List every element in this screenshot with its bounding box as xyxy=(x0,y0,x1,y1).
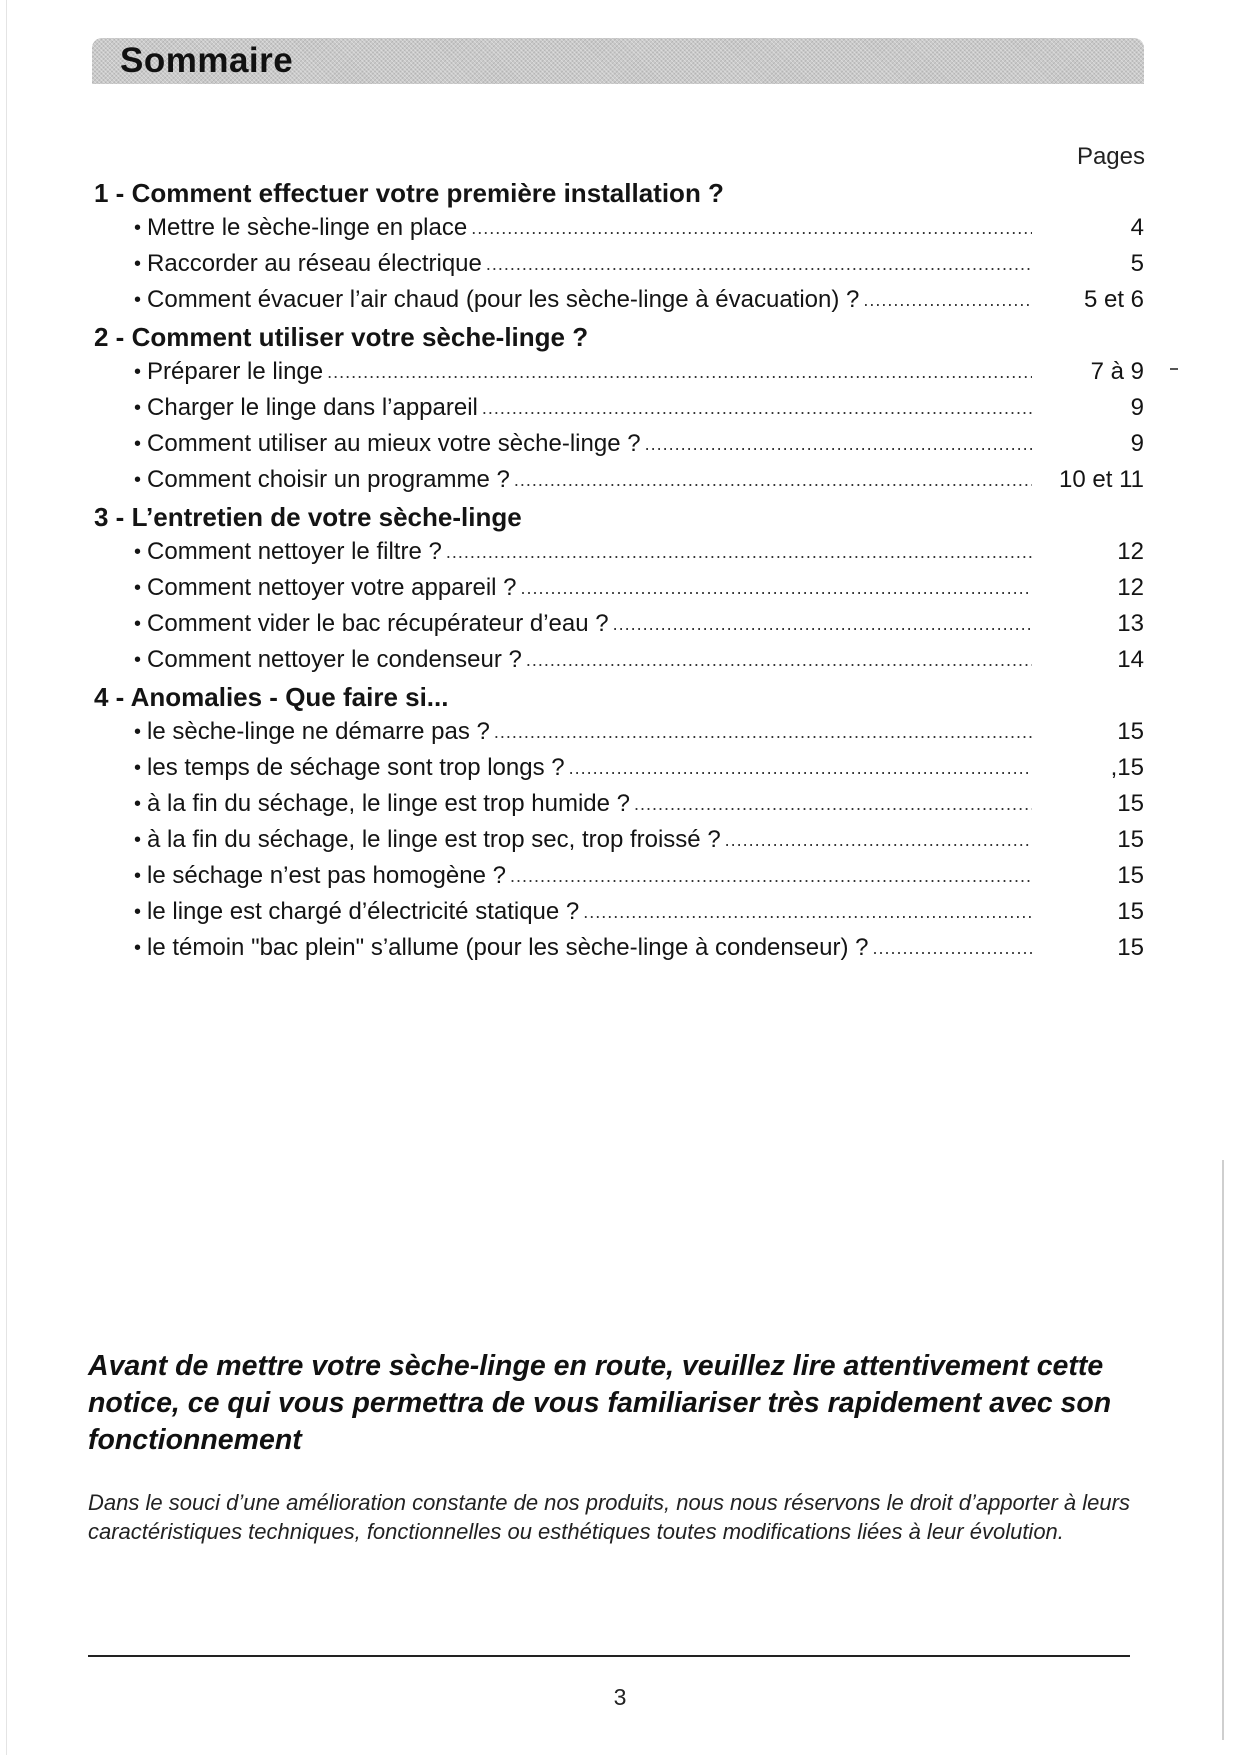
toc-entry-label: le séchage n’est pas homogène ? xyxy=(147,862,506,889)
toc-entry xyxy=(92,210,1144,246)
bullet-dot-icon: • xyxy=(134,289,142,311)
toc-entry xyxy=(92,570,1144,606)
dot-leader xyxy=(725,822,1032,858)
dot-leader xyxy=(645,426,1032,462)
toc-section-heading: 4 - Anomalies - Que faire si... xyxy=(94,682,449,712)
toc-entry xyxy=(92,786,1144,822)
toc-entry-label: Comment nettoyer le filtre ? xyxy=(147,538,442,565)
toc-entry-page: 10 et 11 xyxy=(1059,466,1144,493)
toc-entry-page: 9 xyxy=(1130,394,1144,421)
dot-leader xyxy=(569,750,1032,786)
toc-entry xyxy=(92,534,1144,570)
toc-entry-page: 7 à 9 xyxy=(1090,358,1144,385)
toc-entry-page: 15 xyxy=(1117,862,1144,889)
toc-entry xyxy=(92,642,1144,678)
toc-entry-page: 13 xyxy=(1117,610,1144,637)
bullet-dot-icon: • xyxy=(134,217,142,239)
bullet-dot-icon: • xyxy=(134,469,142,491)
bullet-dot-icon: • xyxy=(134,721,142,743)
bullet-dot-icon: • xyxy=(134,361,142,383)
toc-entry-label: Raccorder au réseau électrique xyxy=(147,250,482,277)
toc-section-heading: 1 - Comment effectuer votre première installation ? xyxy=(94,178,724,208)
dot-leader xyxy=(482,390,1032,426)
toc-entry xyxy=(92,390,1144,426)
toc-entry xyxy=(92,246,1144,282)
toc-entry-page: 9 xyxy=(1130,430,1144,457)
bullet-dot-icon: • xyxy=(134,397,142,419)
toc-entry-label: le linge est chargé d’électricité statique ? xyxy=(147,898,580,925)
dot-leader xyxy=(327,354,1032,390)
toc-entry xyxy=(92,354,1144,390)
dot-leader xyxy=(872,930,1032,966)
toc-entry-label: à la fin du séchage, le linge est trop humide ? xyxy=(147,790,630,817)
toc-entry-label: Comment nettoyer votre appareil ? xyxy=(147,574,517,601)
bullet-dot-icon: • xyxy=(134,937,142,959)
dot-leader xyxy=(510,858,1032,894)
dot-leader xyxy=(486,246,1032,282)
toc-entry xyxy=(92,822,1144,858)
notice-bold-text: Avant de mettre votre sèche-linge en route, veuillez lire attentivement cette notice, ce qui vous permettra de vous familiariser très rapidement avec son fonctionnement xyxy=(88,1350,1112,1456)
toc-entry xyxy=(92,714,1144,750)
dot-leader xyxy=(514,462,1032,498)
title-banner xyxy=(92,38,1144,84)
dot-leader xyxy=(583,894,1032,930)
bullet-dot-icon: • xyxy=(134,649,142,671)
toc-entry-page: 15 xyxy=(1117,718,1144,745)
toc-entry-label: Comment utiliser au mieux votre sèche-linge ? xyxy=(147,430,641,457)
toc-entry xyxy=(92,282,1144,318)
toc-entry-label: le sèche-linge ne démarre pas ? xyxy=(147,718,490,745)
toc-entry-page: 12 xyxy=(1117,538,1144,565)
bullet-dot-icon: • xyxy=(134,613,142,635)
toc-entry-label: le témoin "bac plein" s’allume (pour les sèche-linge à condenseur) ? xyxy=(147,934,869,961)
scan-edge-right xyxy=(1222,1160,1224,1740)
scan-edge-left xyxy=(6,0,7,1755)
toc-entry-page: 5 et 6 xyxy=(1083,286,1144,313)
toc-entry-label: Comment nettoyer le condenseur ? xyxy=(147,646,522,673)
toc-section-heading: 3 - L’entretien de votre sèche-linge xyxy=(94,502,522,532)
toc-entry xyxy=(92,930,1144,966)
dot-leader xyxy=(526,642,1032,678)
toc-entry-page: 5 xyxy=(1130,250,1144,277)
bullet-dot-icon: • xyxy=(134,541,142,563)
toc-entry xyxy=(92,858,1144,894)
toc-entry-page: ,15 xyxy=(1110,754,1144,781)
dot-leader xyxy=(634,786,1032,822)
dot-leader xyxy=(471,210,1032,246)
toc-section xyxy=(92,500,1144,680)
toc-entry-page: 15 xyxy=(1117,790,1144,817)
dot-leader xyxy=(521,570,1032,606)
toc-entry-label: à la fin du séchage, le linge est trop sec, trop froissé ? xyxy=(147,826,721,853)
dot-leader xyxy=(494,714,1032,750)
bullet-dot-icon: • xyxy=(134,253,142,275)
toc-section xyxy=(92,320,1144,500)
toc-entry-label: Mettre le sèche-linge en place xyxy=(147,214,468,241)
toc-entry-label: les temps de séchage sont trop longs ? xyxy=(147,754,565,781)
toc-entry-label: Comment vider le bac récupérateur d’eau ? xyxy=(147,610,609,637)
toc-entry xyxy=(92,894,1144,930)
toc-entry-label: Comment choisir un programme ? xyxy=(147,466,510,493)
toc-entry xyxy=(92,750,1144,786)
toc-entry-page: 14 xyxy=(1117,646,1144,673)
footer-rule xyxy=(88,1655,1130,1657)
bullet-dot-icon: • xyxy=(134,757,142,779)
toc-entry-label: Charger le linge dans l’appareil xyxy=(147,394,478,421)
toc-entry xyxy=(92,606,1144,642)
page-title: Sommaire xyxy=(120,41,294,80)
toc-entry xyxy=(92,426,1144,462)
bullet-dot-icon: • xyxy=(134,577,142,599)
bullet-dot-icon: • xyxy=(134,901,142,923)
toc-entry-label: Comment évacuer l’air chaud (pour les sèche-linge à évacuation) ? xyxy=(147,286,860,313)
bullet-dot-icon: • xyxy=(134,865,142,887)
notice-italic-text: Dans le souci d’une amélioration constante de nos produits, nous nous réservons le droit d’apporter à leurs caractéristiques techniques, fonctionnelles ou esthétiques toutes modifications liées à leur évolution. xyxy=(88,1490,1130,1544)
bullet-dot-icon: • xyxy=(134,793,142,815)
dot-leader xyxy=(863,282,1032,318)
toc-section-heading: 2 - Comment utiliser votre sèche-linge ? xyxy=(94,322,589,352)
pages-column-header: Pages xyxy=(1076,143,1145,170)
toc-entry xyxy=(92,462,1144,498)
toc-entry-page: 12 xyxy=(1117,574,1144,601)
toc-entry-page: 15 xyxy=(1117,826,1144,853)
dot-leader xyxy=(613,606,1032,642)
table-of-contents xyxy=(92,176,1144,968)
toc-entry-page: 15 xyxy=(1117,934,1144,961)
page-number: 3 xyxy=(613,1684,627,1710)
dot-leader xyxy=(446,534,1032,570)
toc-entry-label: Préparer le linge xyxy=(147,358,324,385)
toc-entry-page: 15 xyxy=(1117,898,1144,925)
stray-mark xyxy=(1170,368,1178,370)
toc-entry-page: 4 xyxy=(1130,214,1144,241)
bullet-dot-icon: • xyxy=(134,433,142,455)
toc-section xyxy=(92,176,1144,320)
toc-section xyxy=(92,680,1144,968)
bullet-dot-icon: • xyxy=(134,829,142,851)
